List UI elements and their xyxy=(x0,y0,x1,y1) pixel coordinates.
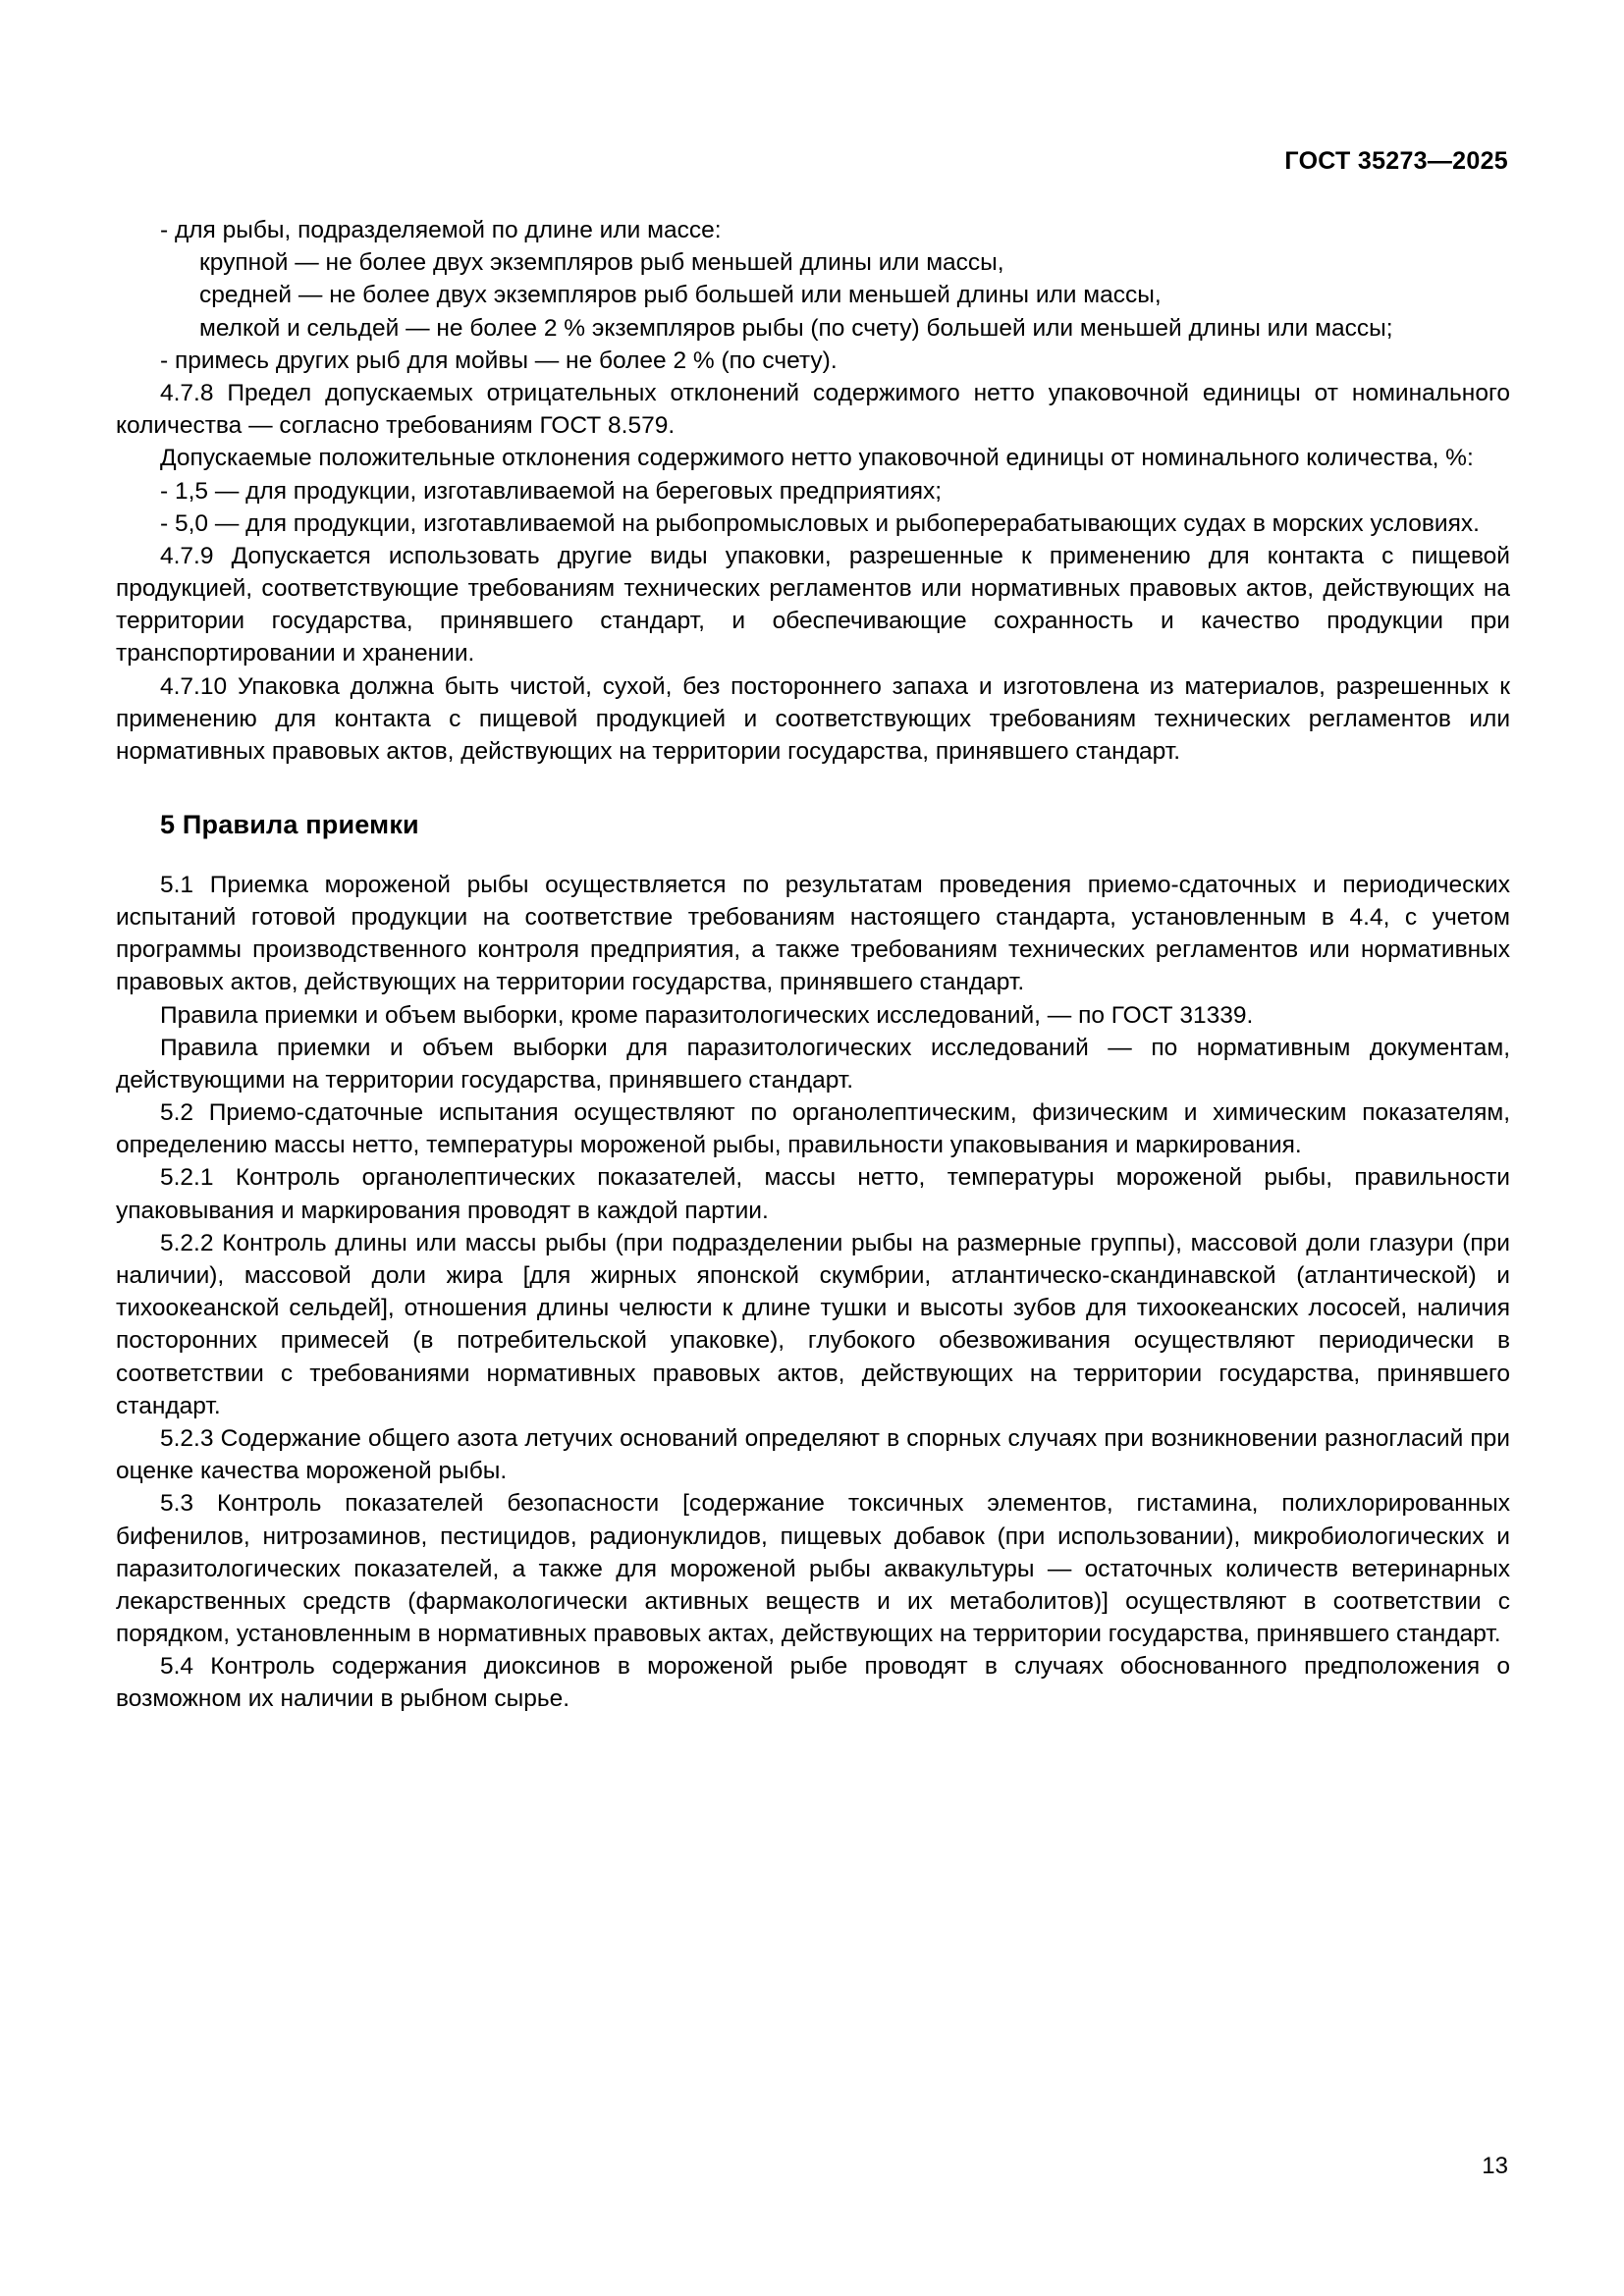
page-header: ГОСТ 35273—2025 xyxy=(1284,147,1508,175)
paragraph-5-3: 5.3 Контроль показателей безопасности [содержание токсичных элементов, гистамина, полихлорированных бифенилов, нитрозаминов, пестицидов, радионуклидов, пищевых добавок (при использовании), микробиологических и паразитологических показателей, а также для мороженой рыбы аквакультуры — остаточных количеств ветеринарных лекарственных средств (фармакологически активных веществ и их метаболитов)] осуществляют в соответствии с порядком, установленным в нормативных правовых актах, действующих на территории государства, принявшего стандарт. xyxy=(116,1490,1510,1648)
paragraph-dash-length-mass: - для рыбы, подразделяемой по длине или массе: xyxy=(160,217,722,243)
paragraph-deviation-5-0: - 5,0 — для продукции, изготавливаемой на рыбопромысловых и рыбоперерабатывающих судах в морских условиях. xyxy=(160,509,1480,537)
section-title-5: 5 Правила приемки xyxy=(160,810,419,840)
paragraph-5-2-3: 5.2.3 Содержание общего азота летучих оснований определяют в спорных случаях при возникновении разногласий при оценке качества мороженой рыбы. xyxy=(116,1424,1510,1485)
paragraph-acceptance-rules-parasitology: Правила приемки и объем выборки для паразитологических исследований — по нормативным документам, действующими на территории государства, принявшего стандарт. xyxy=(116,1034,1510,1094)
paragraph-positive-deviations: Допускаемые положительные отклонения содержимого нетто упаковочной единицы от номинального количества, %: xyxy=(160,445,1474,472)
page-number: 13 xyxy=(1482,2153,1508,2179)
paragraph-5-2: 5.2 Приемо-сдаточные испытания осуществляют по органолептическим, физическим и химическим показателям, определению массы нетто, температуры мороженой рыбы, правильности упаковывания и маркирования. xyxy=(116,1099,1510,1159)
paragraph-medium-fish: средней — не более двух экземпляров рыб большей или меньшей длины или массы, xyxy=(199,282,1162,309)
page-content xyxy=(116,214,1510,1716)
paragraph-5-1: 5.1 Приемка мороженой рыбы осуществляется по результатам проведения приемо-сдаточных и периодических испытаний готовой продукции на соответствие требованиям настоящего стандарта, установленным в 4.4, с учетом программы производственного контроля предприятия, а также требованиям технических регламентов или нормативных правовых актов, действующих на территории государства, принявшего стандарт. xyxy=(116,871,1510,996)
paragraph-5-4: 5.4 Контроль содержания диоксинов в мороженой рыбе проводят в случаях обоснованного предположения о возможном их наличии в рыбном сырье. xyxy=(116,1653,1510,1713)
paragraph-5-2-2: 5.2.2 Контроль длины или массы рыбы (при подразделении рыбы на размерные группы), массовой доли глазури (при наличии), массовой доли жира [для жирных японской скумбрии, атлантическо-скандинавской (атлантической) и тихоокеанской сельдей], отношения длины челюсти к длине тушки и высоты зубов для тихоокеанских лососей, наличия посторонних примесей (в потребительской упаковке), глубокого обезвоживания осуществляют периодически в соответствии с требованиями нормативных правовых актов, действующих на территории государства, принявшего стандарт. xyxy=(116,1229,1510,1419)
paragraph-4-7-9: 4.7.9 Допускается использовать другие виды упаковки, разрешенные к применению для контакта с пищевой продукцией, соответствующие требованиям технических регламентов или нормативных правовых актов, действующих на территории государства, принявшего стандарт, и обеспечивающие сохранность и качество продукции при транспортировании и хранении. xyxy=(116,542,1510,667)
paragraph-other-fish-admixture: - примесь других рыб для мойвы — не более 2 % (по счету). xyxy=(160,347,838,374)
paragraph-acceptance-rules-31339: Правила приемки и объем выборки, кроме паразитологических исследований, — по ГОСТ 31339. xyxy=(160,1001,1254,1029)
paragraph-5-2-1: 5.2.1 Контроль органолептических показателей, массы нетто, температуры мороженой рыбы, правильности упаковывания и маркирования проводят в каждой партии. xyxy=(116,1164,1510,1224)
paragraph-4-7-8: 4.7.8 Предел допускаемых отрицательных отклонений содержимого нетто упаковочной единицы от номинального количества — согласно требованиям ГОСТ 8.579. xyxy=(116,379,1510,440)
paragraph-small-fish: мелкой и сельдей — не более 2 % экземпляров рыбы (по счету) большей или меньшей длины или массы; xyxy=(199,314,1393,342)
paragraph-large-fish: крупной — не более двух экземпляров рыб меньшей длины или массы, xyxy=(199,249,1004,277)
paragraph-4-7-10: 4.7.10 Упаковка должна быть чистой, сухой, без постороннего запаха и изготовлена из материалов, разрешенных к применению для контакта с пищевой продукцией и соответствующих требованиям технических регламентов или нормативных правовых актов, действующих на территории государства, принявшего стандарт. xyxy=(116,672,1510,765)
paragraph-deviation-1-5: - 1,5 — для продукции, изготавливаемой на береговых предприятиях; xyxy=(160,477,943,505)
